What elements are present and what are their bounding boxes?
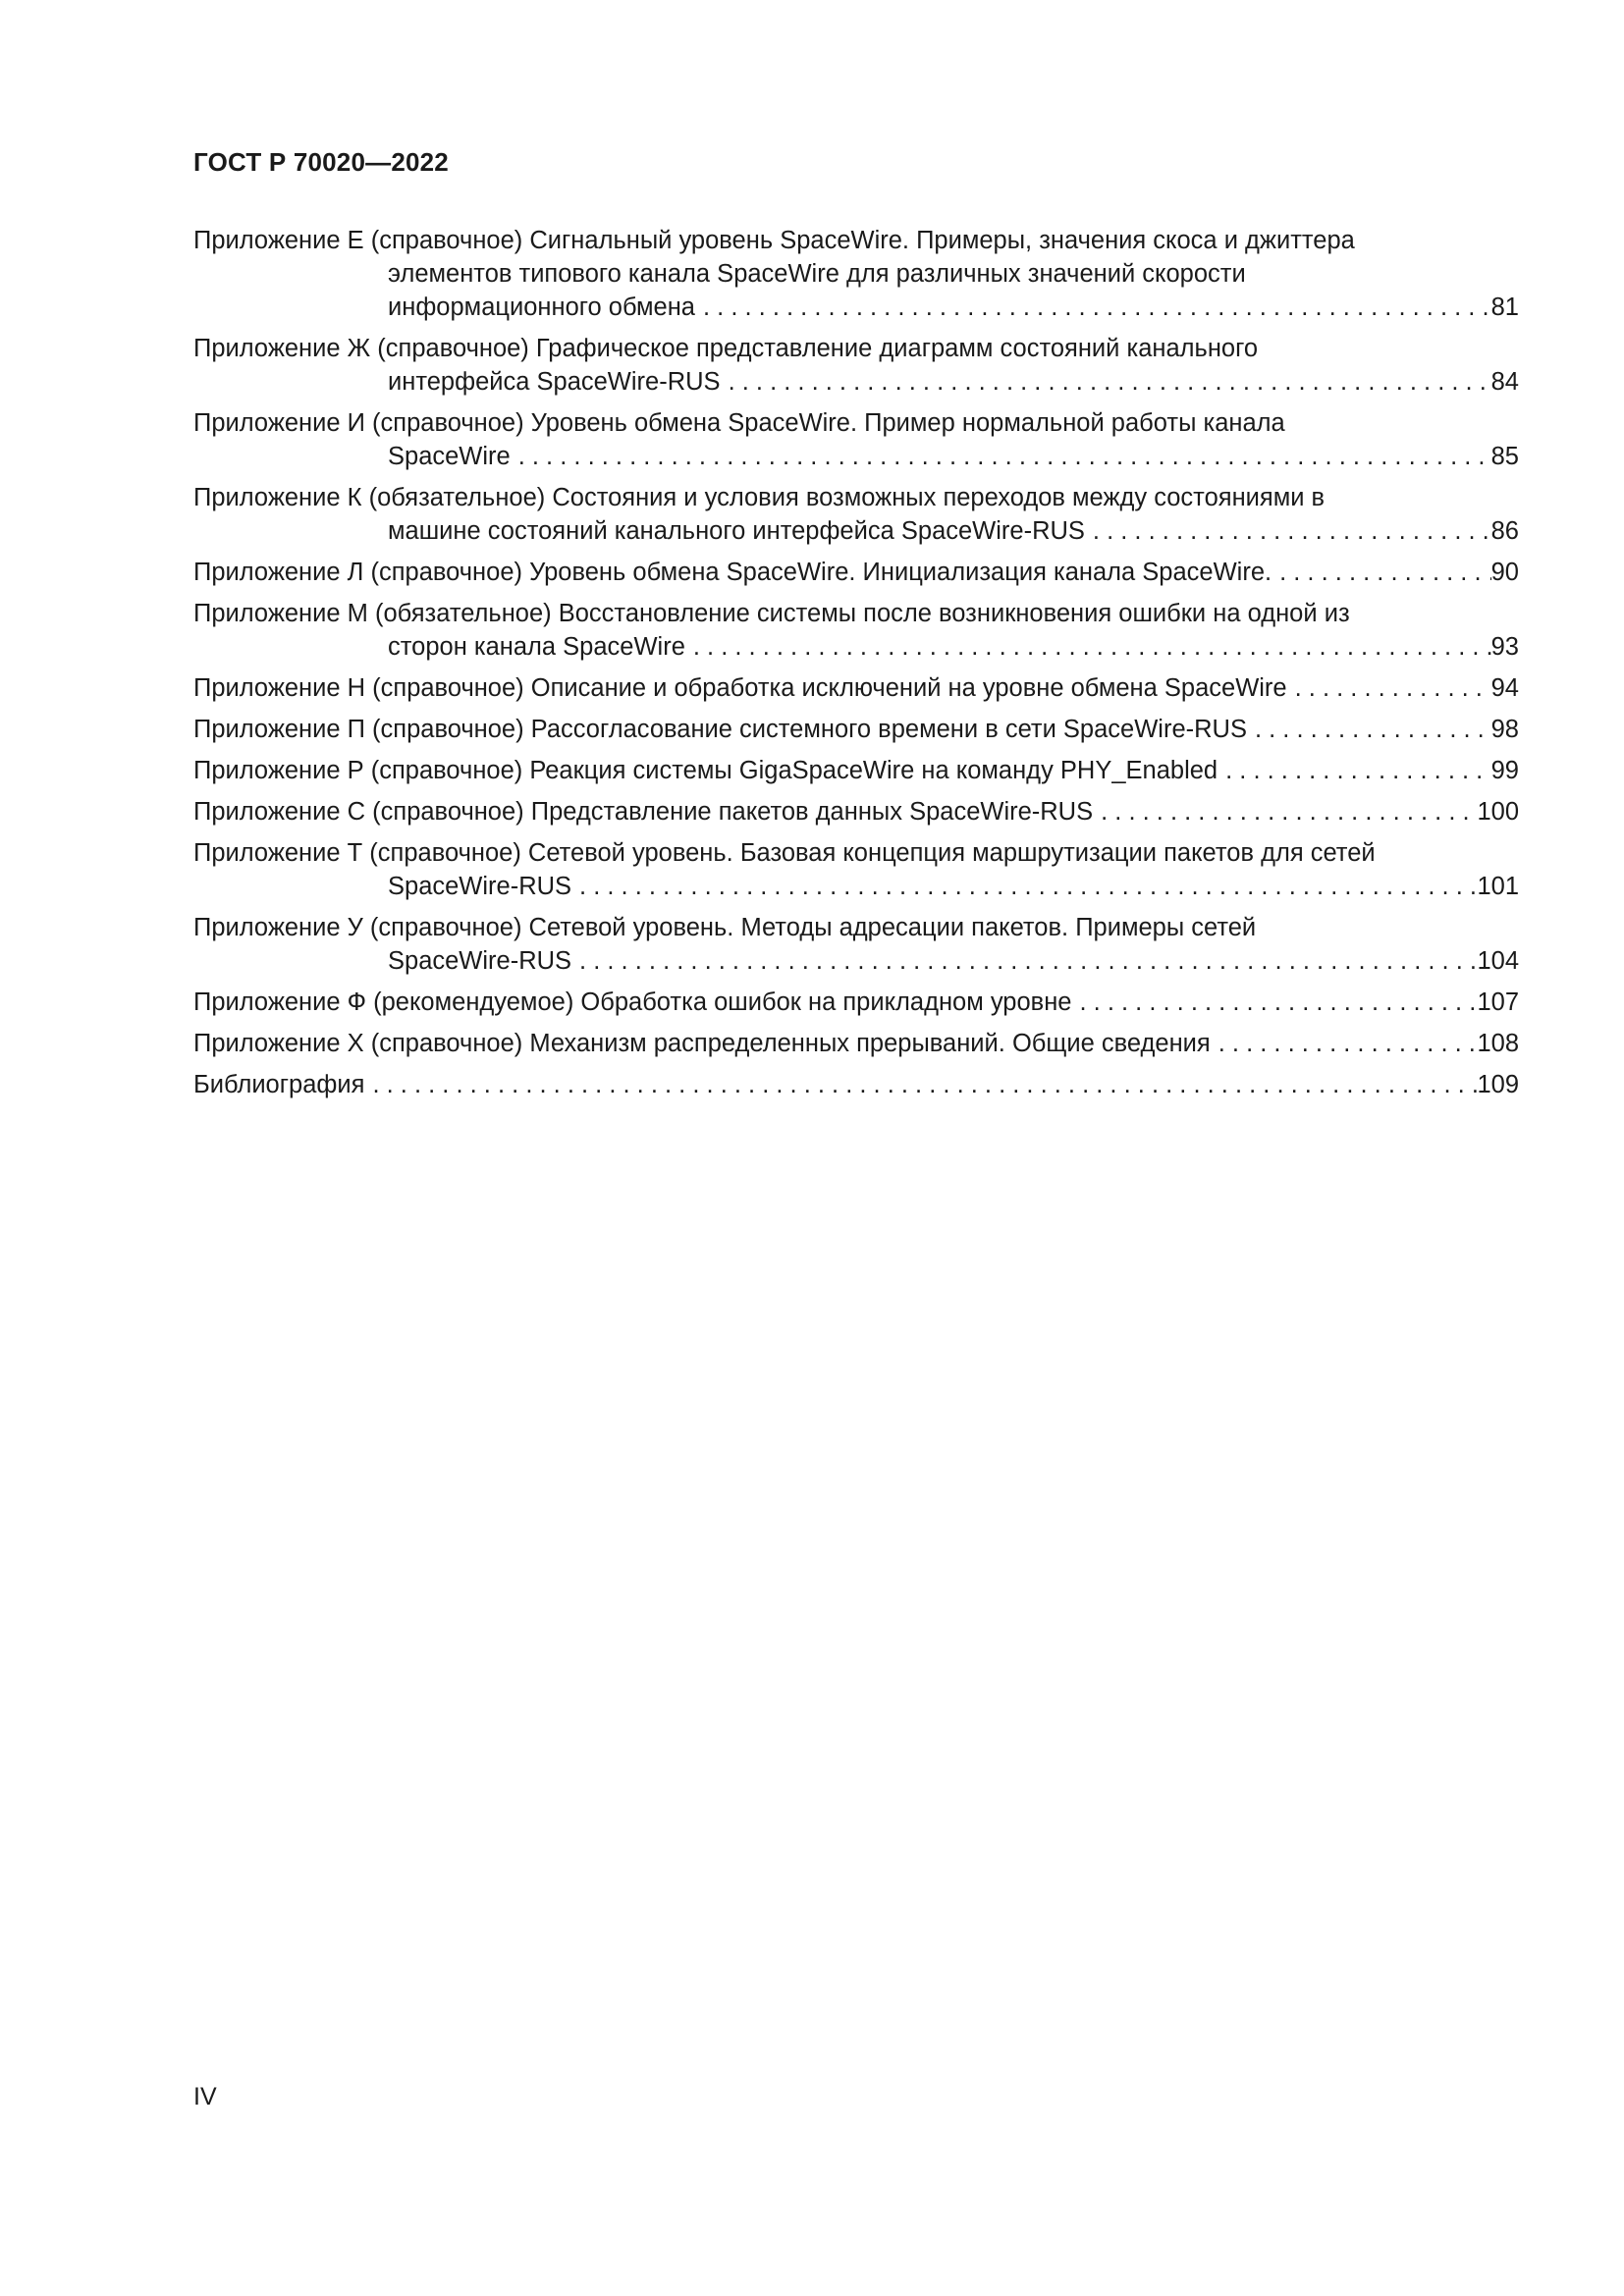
toc-entry-last-line — [193, 795, 1519, 828]
toc-entry-line: Приложение Ж (справочное) Графическое представление диаграмм состояний канального — [193, 335, 1259, 362]
toc-entry[interactable] — [193, 597, 1519, 664]
toc-entry-title: Приложение П (справочное) Рассогласование системного времени в сети SpaceWire-RUS — [193, 716, 1247, 743]
toc-entry-title: машине состояний канального интерфейса SpaceWire-RUS — [388, 517, 1085, 545]
toc-dot-leader — [1279, 556, 1491, 589]
toc-entry[interactable] — [193, 481, 1519, 548]
toc-entry-line: Приложение К (обязательное) Состояния и условия возможных переходов между состояниями в — [193, 484, 1326, 511]
toc-entry-last-line — [193, 1068, 1519, 1101]
toc-entry-last-line — [193, 1027, 1519, 1060]
toc-dot-leader — [1295, 671, 1491, 705]
toc-dot-leader — [703, 291, 1491, 324]
toc-entry[interactable] — [193, 795, 1519, 828]
toc-entry-last-line — [193, 870, 1519, 903]
toc-entry[interactable] — [193, 406, 1519, 473]
toc-entry[interactable] — [193, 556, 1519, 589]
toc-entry-line: элементов типового канала SpaceWire для различных значений скорости — [388, 260, 1246, 288]
toc-page-number: 85 — [1490, 443, 1519, 470]
toc-dot-leader — [579, 944, 1477, 978]
toc-entry-line: Приложение Е (справочное) Сигнальный уровень SpaceWire. Примеры, значения скоса и джиттера — [193, 227, 1355, 254]
toc-entry-line: Приложение М (обязательное) Восстановление системы после возникновения ошибки на одной из — [193, 600, 1350, 627]
toc-entry[interactable] — [193, 986, 1519, 1019]
toc-dot-leader — [1218, 1027, 1478, 1060]
toc-entry-title: Приложение Х (справочное) Механизм распределенных прерываний. Общие сведения — [193, 1030, 1211, 1057]
toc-dot-leader — [518, 440, 1491, 473]
toc-page-number: 109 — [1477, 1071, 1519, 1098]
toc-entry-last-line — [193, 556, 1519, 589]
toc-page-number: 101 — [1477, 873, 1519, 900]
toc-entry-title: SpaceWire-RUS — [388, 947, 572, 975]
toc-page-number: 84 — [1490, 368, 1519, 396]
toc-dot-leader — [1225, 754, 1491, 787]
toc-entry-title: информационного обмена — [388, 294, 695, 321]
toc-dot-leader — [1101, 795, 1477, 828]
toc-entry[interactable] — [193, 1027, 1519, 1060]
toc-entry[interactable] — [193, 754, 1519, 787]
toc-page-number: 100 — [1477, 798, 1519, 826]
toc-page-number: 86 — [1490, 517, 1519, 545]
toc-page-number: 104 — [1477, 947, 1519, 975]
toc-page-number: 98 — [1490, 716, 1519, 743]
toc-entry-title: Приложение С (справочное) Представление пакетов данных SpaceWire-RUS — [193, 798, 1094, 826]
toc-entry-last-line — [193, 365, 1519, 399]
toc-page-number: 90 — [1490, 559, 1519, 586]
toc-page-number: 81 — [1490, 294, 1519, 321]
toc-page-number: 94 — [1490, 674, 1519, 702]
toc-entry-last-line — [193, 713, 1519, 746]
toc-entry-line: Приложение У (справочное) Сетевой уровень. Методы адресации пакетов. Примеры сетей — [193, 914, 1257, 941]
toc-page-number: 108 — [1477, 1030, 1519, 1057]
toc-entry-title: Приложение Р (справочное) Реакция системы GigaSpaceWire на команду PHY_Enabled — [193, 757, 1218, 784]
toc-entry-title: Приложение Н (справочное) Описание и обработка исключений на уровне обмена SpaceWire — [193, 674, 1287, 702]
toc-entry-last-line — [193, 986, 1519, 1019]
toc-entry-last-line — [193, 514, 1519, 548]
toc-entry-title: Библиография — [193, 1071, 365, 1098]
toc-dot-leader — [579, 870, 1477, 903]
toc-entry-last-line — [193, 440, 1519, 473]
toc-entry-title: интерфейса SpaceWire-RUS — [388, 368, 721, 396]
document-header: ГОСТ Р 70020—2022 — [193, 147, 449, 177]
toc-entry[interactable] — [193, 332, 1519, 399]
toc-page-number: 99 — [1490, 757, 1519, 784]
toc-dot-leader — [372, 1068, 1477, 1101]
toc-entry[interactable] — [193, 1068, 1519, 1101]
toc-page-number: 107 — [1477, 988, 1519, 1016]
toc-entry-last-line — [193, 291, 1519, 324]
toc-entry-last-line — [193, 630, 1519, 664]
toc-entry[interactable] — [193, 713, 1519, 746]
toc-entry-title: SpaceWire — [388, 443, 511, 470]
table-of-contents — [193, 224, 1519, 1109]
toc-entry-title: сторон канала SpaceWire — [388, 633, 685, 661]
toc-entry-line: Приложение Т (справочное) Сетевой уровень. Базовая концепция маршрутизации пакетов для сетей — [193, 839, 1376, 867]
toc-entry[interactable] — [193, 224, 1519, 324]
toc-entry-title: SpaceWire-RUS — [388, 873, 572, 900]
toc-entry-title: Приложение Ф (рекомендуемое) Обработка ошибок на прикладном уровне — [193, 988, 1072, 1016]
toc-entry-last-line — [193, 944, 1519, 978]
toc-entry[interactable] — [193, 836, 1519, 903]
toc-dot-leader — [729, 365, 1491, 399]
toc-dot-leader — [1255, 713, 1491, 746]
toc-dot-leader — [1093, 514, 1491, 548]
toc-page-number: 93 — [1490, 633, 1519, 661]
page-number: IV — [193, 2083, 217, 2110]
toc-entry-line: Приложение И (справочное) Уровень обмена SpaceWire. Пример нормальной работы канала — [193, 409, 1285, 437]
toc-dot-leader — [693, 630, 1491, 664]
toc-entry-last-line — [193, 754, 1519, 787]
toc-entry[interactable] — [193, 911, 1519, 978]
toc-dot-leader — [1079, 986, 1477, 1019]
toc-entry-title: Приложение Л (справочное) Уровень обмена SpaceWire. Инициализация канала SpaceWire. — [193, 559, 1272, 586]
toc-entry[interactable] — [193, 671, 1519, 705]
toc-entry-last-line — [193, 671, 1519, 705]
